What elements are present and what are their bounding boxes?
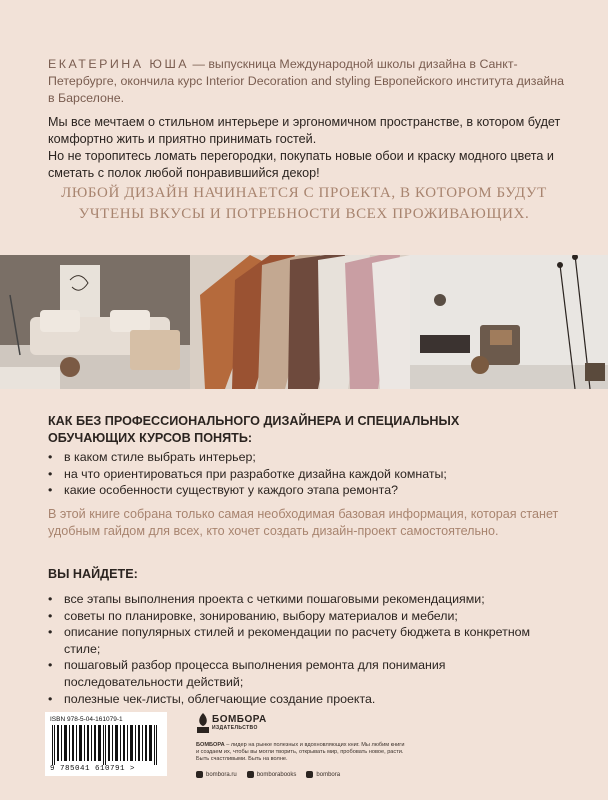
list-item: • советы по планировке, зонированию, выбору материалов и мебели;	[48, 608, 548, 625]
question-list	[48, 449, 548, 499]
social-label: bombora.ru	[206, 771, 237, 778]
list-item: • полезные чек-листы, облегчающие создание проекта.	[48, 691, 548, 708]
find-title: ВЫ НАЙДЕТЕ:	[48, 567, 138, 581]
publisher-blurb-text: – лидер на рынке полезных и вдохновляющих книг. Мы любим книги и создаем их, чтобы вы могли творить, открывать мир, пробовать новое, расти. Быть счастливыми. Быть на волне.	[196, 742, 405, 763]
summary-text: В этой книге собрана только самая необходимая базовая информация, которая станет удобным гайдом для всех, кто хочет создать дизайн-проект самостоятельно.	[48, 507, 559, 538]
question-title: КАК БЕЗ ПРОФЕССИОНАЛЬНОГО ДИЗАЙНЕРА И СПЕЦИАЛЬНЫХ ОБУЧАЮЩИХ КУРСОВ ПОНЯТЬ:	[48, 414, 460, 445]
barcode-image	[50, 725, 162, 765]
publisher-logo-sub: ИЗДАТЕЛЬСТВО	[212, 725, 258, 731]
bombora-logo-icon	[196, 712, 210, 734]
author-bio	[48, 56, 568, 107]
list-item: • в каком стиле выбрать интерьер;	[48, 449, 548, 466]
social-label: bombora	[316, 771, 341, 778]
isbn-text: ISBN 978-5-04-161079-1	[50, 716, 123, 723]
globe-icon	[196, 771, 203, 778]
intro-paragraph-2: Но не торопитесь ломать перегородки, покупать новые обои и краску модного цвета и сметать с полок любой понравившийся декор!	[48, 149, 554, 180]
intro-paragraph-1: Мы все мечтаем о стильном интерьере и эргономичном пространстве, в котором будет комфортно жить и приятно принимать гостей.	[48, 115, 561, 146]
barcode-digits: 9 785041 610791 >	[50, 765, 136, 773]
publisher-blurb	[196, 742, 406, 764]
list-item: • какие особенности существуют у каждого этапа ремонта?	[48, 482, 548, 499]
social-vk[interactable]	[306, 771, 340, 778]
list-item: • пошаговый разбор процесса выполнения ремонта для понимания последовательности действий;	[48, 657, 548, 690]
social-label: bomborabooks	[256, 771, 297, 778]
list-item: • описание популярных стилей и рекомендации по расчету бюджета в конкретном стиле;	[48, 624, 548, 657]
intro-text	[48, 114, 568, 182]
social-website[interactable]	[196, 771, 237, 778]
social-instagram[interactable]	[247, 771, 297, 778]
pull-quote: ЛЮБОЙ ДИЗАЙН НАЧИНАЕТСЯ С ПРОЕКТА, В КОТОРОМ БУДУТ УЧТЕНЫ ВКУСЫ И ПОТРЕБНОСТИ ВСЕХ ПРОЖИВАЮЩИХ.	[61, 185, 547, 222]
list-item: • все этапы выполнения проекта с четкими пошаговыми рекомендациями;	[48, 591, 548, 608]
publisher-logo-text: БОМБОРА	[212, 714, 267, 725]
find-list	[48, 591, 548, 707]
vk-icon	[306, 771, 313, 778]
author-name: ЕКАТЕРИНА ЮША	[48, 57, 190, 71]
publisher-socials	[196, 771, 340, 778]
interior-photo-strip	[0, 255, 608, 389]
list-item: • на что ориентироваться при разработке дизайна каждой комнаты;	[48, 466, 548, 483]
author-bio-text: — выпускница Международной школы дизайна в Санкт-Петербурге, окончила курс Interior Decoration and styling Европейского института дизайна в Барселоне.	[48, 57, 565, 105]
publisher-name: БОМБОРА	[196, 742, 225, 748]
instagram-icon	[247, 771, 254, 778]
barcode-block	[45, 712, 167, 776]
